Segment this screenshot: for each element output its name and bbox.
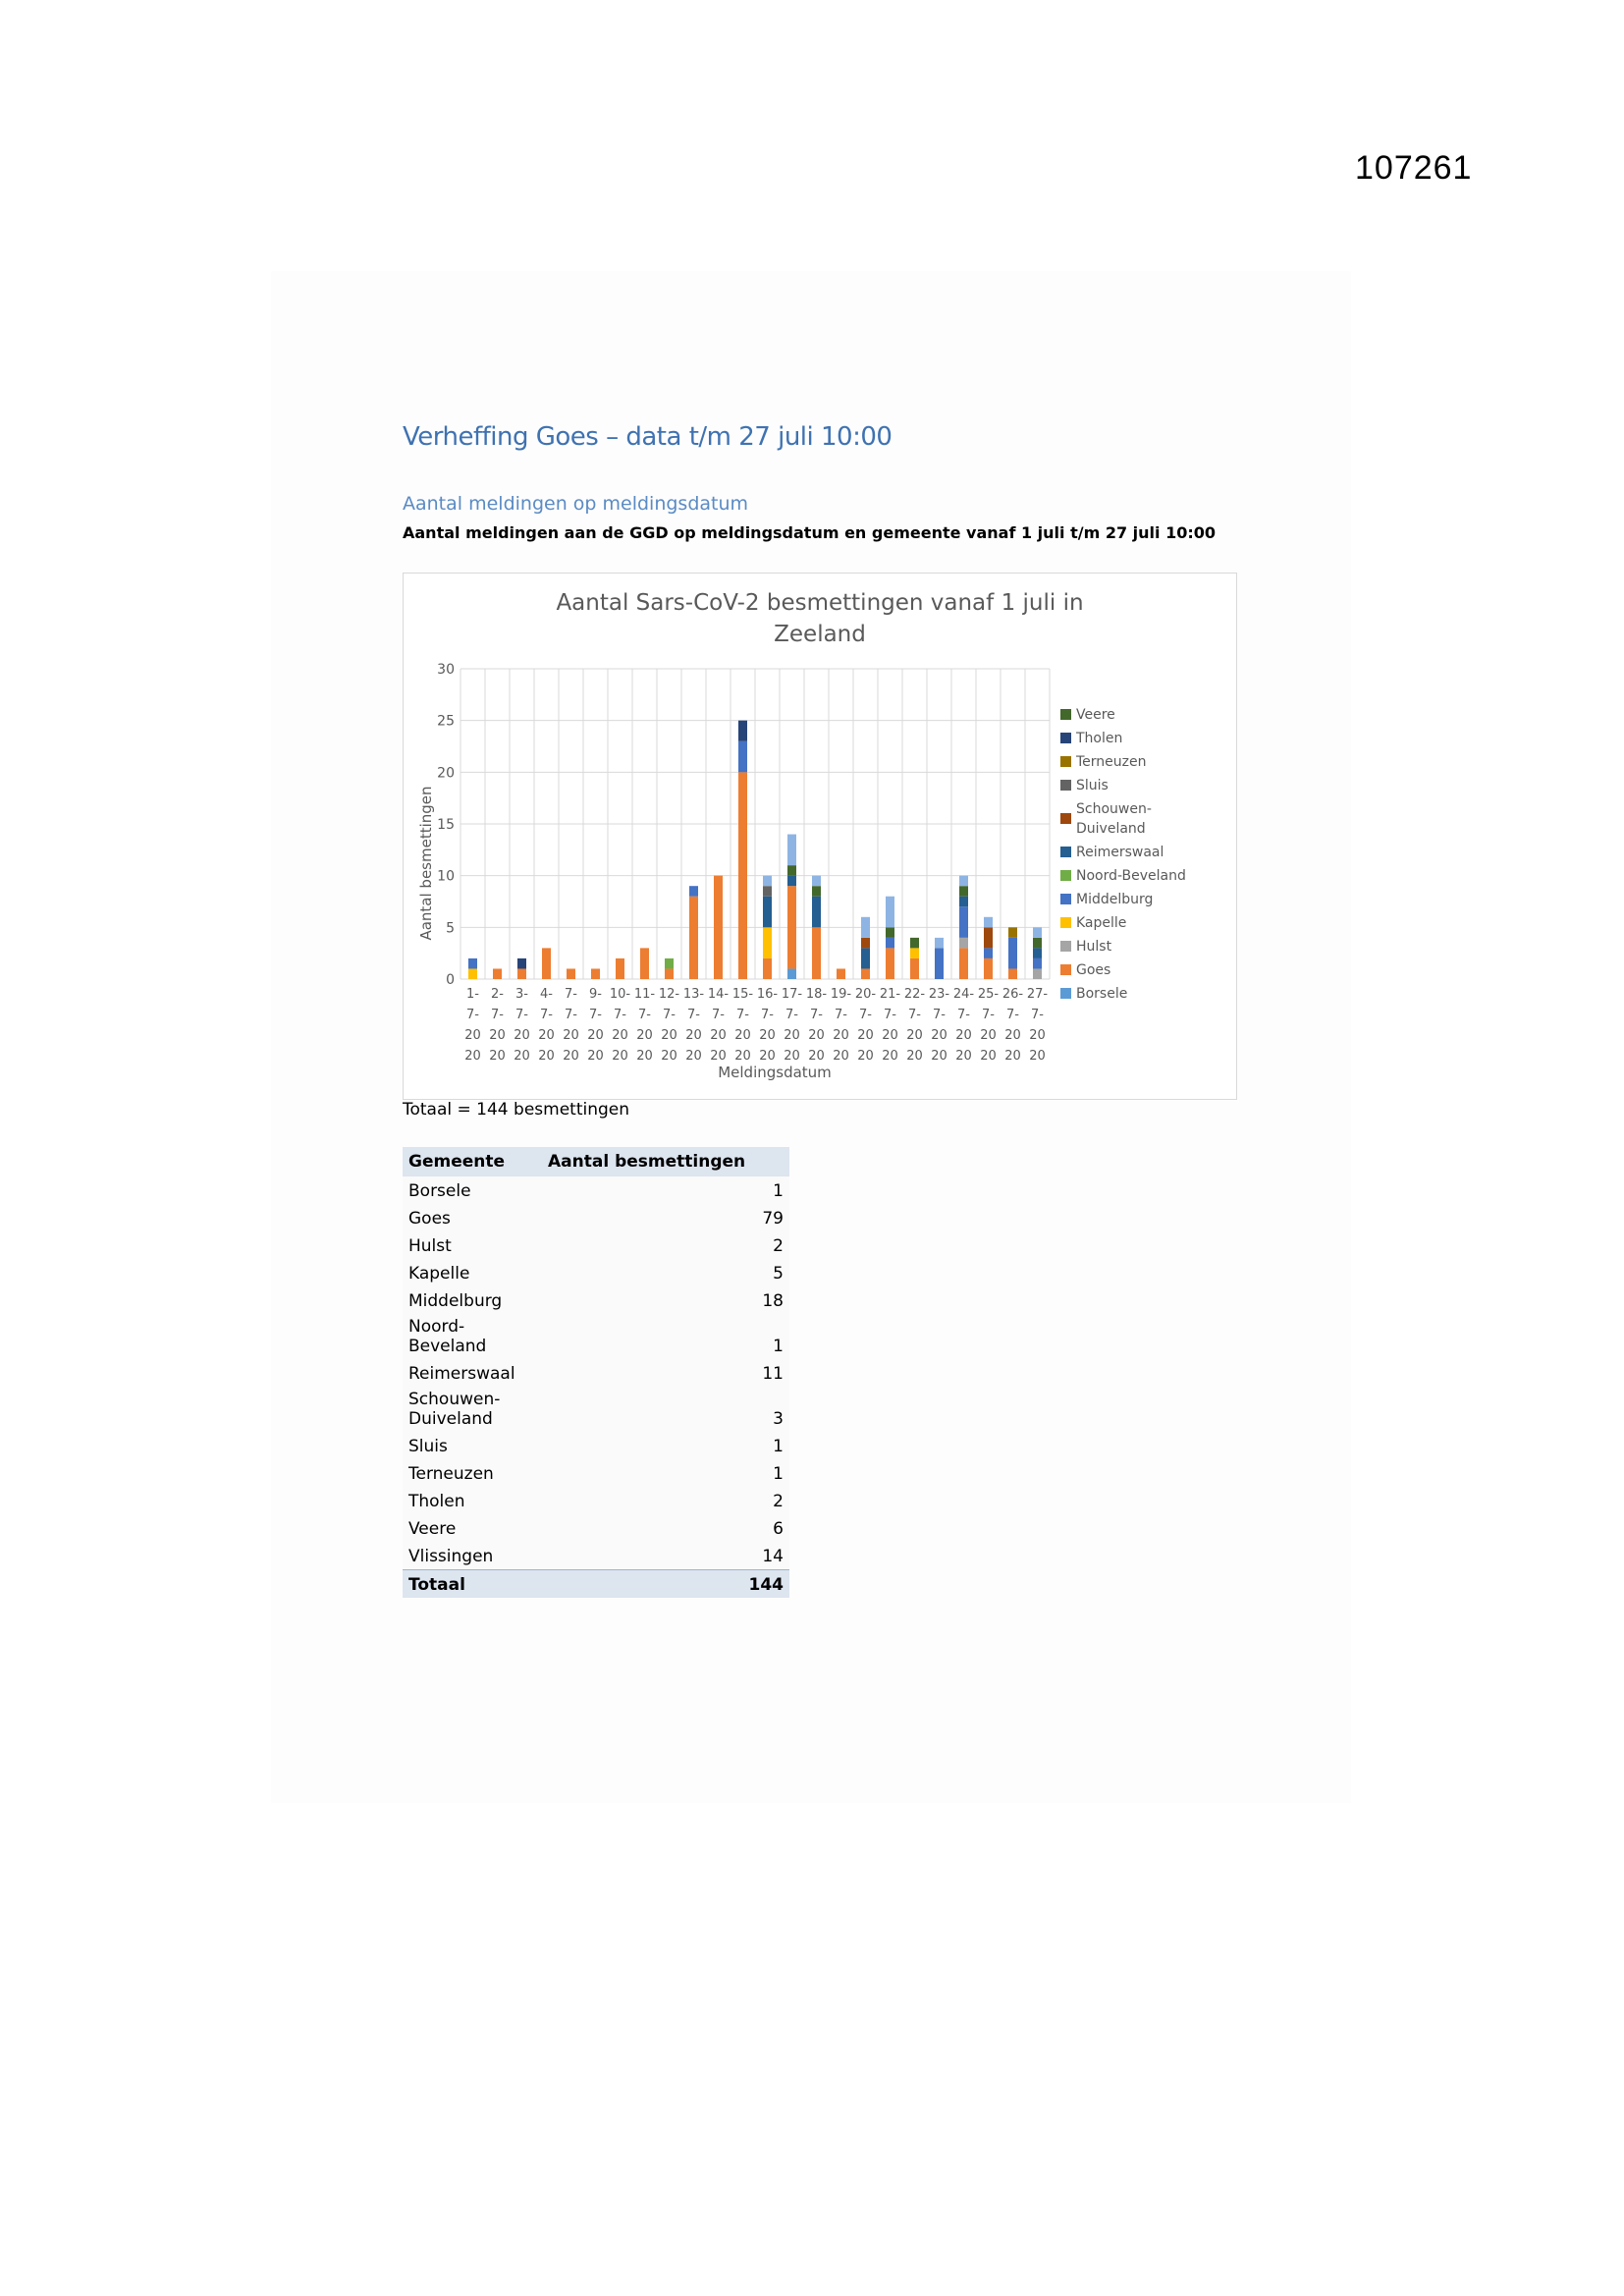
x-tick-label: 7- (884, 1008, 896, 1022)
x-tick-label: 2- (491, 987, 504, 1002)
x-tick-label: 20 (489, 1049, 506, 1064)
x-tick-label: 20 (784, 1049, 800, 1064)
x-tick-label: 14- (707, 987, 730, 1002)
municipality-table (403, 1147, 789, 1598)
table-row (403, 1259, 789, 1286)
municipality-name: Kapelle (403, 1259, 542, 1286)
table-header-row (403, 1147, 789, 1176)
x-tick-label: 20 (489, 1028, 506, 1043)
legend-label: Hulst (1076, 939, 1112, 955)
x-tick-label: 20 (661, 1028, 677, 1043)
x-tick-label: 7- (1006, 1008, 1019, 1022)
x-tick-label: 20 (514, 1049, 530, 1064)
municipality-name: Borsele (403, 1176, 542, 1204)
municipality-name: Veere (403, 1514, 542, 1542)
bar-segment (959, 886, 968, 897)
document-number: 107261 (1355, 149, 1473, 187)
x-tick-label: 20 (612, 1049, 628, 1064)
bar-segment (763, 886, 772, 897)
table-row (403, 1359, 789, 1387)
bar-segment (861, 948, 870, 968)
bar-segment (468, 958, 477, 969)
x-tick-label: 7- (785, 1008, 798, 1022)
bar-segment (959, 876, 968, 887)
municipality-name: Schouwen-Duiveland (403, 1387, 542, 1432)
legend-label: Schouwen- (1076, 801, 1152, 817)
x-tick-label: 20 (882, 1049, 898, 1064)
legend-swatch (1060, 964, 1071, 975)
legend-swatch (1060, 988, 1071, 999)
x-tick-label: 20 (636, 1049, 653, 1064)
x-tick-label: 7- (614, 1008, 626, 1022)
bar-segment (787, 876, 796, 887)
section-heading: Aantal meldingen op meldingsdatum (403, 493, 749, 515)
x-tick-label: 7- (908, 1008, 921, 1022)
table-row (403, 1204, 789, 1231)
bar-segment (763, 958, 772, 979)
bar-segment (689, 897, 698, 979)
x-tick-label: 20 (980, 1049, 997, 1064)
chart-caption: Aantal meldingen aan de GGD op meldingsdatum en gemeente vanaf 1 juli t/m 27 juli 10:00 (403, 523, 1217, 542)
x-tick-label: 7- (491, 1008, 504, 1022)
bar-segment (493, 968, 502, 979)
chart-title-line: Aantal Sars-CoV-2 besmettingen vanaf 1 juli in (556, 590, 1084, 616)
legend-label: Terneuzen (1076, 754, 1147, 770)
infection-count: 1 (542, 1459, 789, 1487)
bar-segment (1008, 968, 1017, 979)
legend-label: Sluis (1076, 778, 1109, 793)
bar-segment (812, 927, 821, 979)
x-tick-label: 7- (859, 1008, 872, 1022)
bar-segment (959, 906, 968, 938)
x-tick-label: 7- (663, 1008, 676, 1022)
bar-segment (1033, 948, 1042, 958)
bar-segment (910, 938, 919, 949)
x-tick-label: 20 (734, 1049, 751, 1064)
x-tick-label: 27- (1026, 987, 1049, 1002)
legend-swatch (1060, 870, 1071, 881)
x-tick-label: 7- (810, 1008, 823, 1022)
municipality-name: Terneuzen (403, 1459, 542, 1487)
municipality-name: Middelburg (403, 1286, 542, 1314)
x-tick-label: 7- (638, 1008, 651, 1022)
bar-segment (812, 876, 821, 887)
legend-swatch (1060, 847, 1071, 857)
x-tick-label: 20 (685, 1028, 702, 1043)
bar-segment (542, 948, 551, 979)
x-tick-label: 23- (928, 987, 950, 1002)
infection-count: 3 (542, 1387, 789, 1432)
x-tick-label: 20 (1029, 1028, 1046, 1043)
bar-segment (1033, 938, 1042, 949)
bar-segment (886, 897, 894, 928)
infection-count: 18 (542, 1286, 789, 1314)
bar-segment (665, 958, 674, 969)
bar-segment (861, 968, 870, 979)
bar-segment (984, 958, 993, 979)
x-tick-label: 15- (731, 987, 754, 1002)
stacked-bar-chart (404, 574, 1236, 1099)
x-tick-label: 13- (682, 987, 705, 1002)
bar-segment (959, 938, 968, 949)
x-tick-label: 20 (636, 1028, 653, 1043)
x-tick-label: 20 (710, 1028, 727, 1043)
bar-segment (567, 968, 575, 979)
table-row (403, 1231, 789, 1259)
infection-count: 14 (542, 1542, 789, 1570)
x-tick-label: 4- (540, 987, 553, 1002)
x-tick-label: 20 (931, 1028, 947, 1043)
table-body (403, 1176, 789, 1598)
bar-segment (738, 721, 747, 741)
x-axis-title: Meldingsdatum (718, 1064, 832, 1081)
bar-segment (738, 741, 747, 773)
x-tick-label: 26- (1001, 987, 1024, 1002)
x-tick-label: 20 (1029, 1049, 1046, 1064)
y-tick-label: 30 (437, 662, 455, 678)
total-line: Totaal = 144 besmettingen (403, 1100, 630, 1120)
x-tick-label: 7- (933, 1008, 946, 1022)
bar-segment (984, 948, 993, 958)
x-tick-label: 20 (685, 1049, 702, 1064)
bar-segment (787, 886, 796, 968)
legend-label: Reimerswaal (1076, 845, 1164, 860)
bar-segment (812, 886, 821, 897)
municipality-name: Noord-Beveland (403, 1314, 542, 1359)
bar-segment (886, 948, 894, 979)
table-row (403, 1314, 789, 1359)
x-tick-label: 20 (759, 1049, 776, 1064)
bar-segment (959, 948, 968, 979)
bar-segment (738, 772, 747, 979)
bar-segment (1033, 927, 1042, 938)
x-tick-label: 3- (515, 987, 528, 1002)
x-tick-label: 20 (808, 1028, 825, 1043)
bar-segment (787, 835, 796, 866)
x-tick-label: 7- (565, 987, 577, 1002)
x-tick-label: 20 (857, 1049, 874, 1064)
bar-segment (517, 968, 526, 979)
bar-segment (886, 927, 894, 938)
x-tick-label: 1- (466, 987, 479, 1002)
legend-swatch (1060, 894, 1071, 904)
bar-segment (517, 958, 526, 969)
bar-segment (886, 938, 894, 949)
legend-swatch (1060, 780, 1071, 791)
x-tick-label: 25- (977, 987, 1000, 1002)
x-tick-label: 7- (712, 1008, 725, 1022)
y-axis-title: Aantal besmettingen (417, 786, 435, 941)
x-tick-label: 20 (833, 1049, 849, 1064)
bar-segment (910, 958, 919, 979)
x-tick-label: 18- (805, 987, 828, 1002)
x-tick-label: 20 (759, 1028, 776, 1043)
y-tick-label: 20 (437, 765, 455, 782)
x-tick-label: 19- (830, 987, 852, 1002)
infection-count: 79 (542, 1204, 789, 1231)
bar-segment (861, 938, 870, 949)
bar-segment (935, 938, 944, 949)
bar-segment (1008, 927, 1017, 938)
table-row (403, 1176, 789, 1204)
x-tick-label: 20 (612, 1028, 628, 1043)
x-tick-label: 20 (808, 1049, 825, 1064)
y-tick-label: 15 (437, 817, 455, 833)
x-tick-label: 20 (906, 1049, 923, 1064)
y-tick-label: 0 (446, 972, 455, 988)
bar-segment (910, 948, 919, 958)
legend-label: Borsele (1076, 986, 1128, 1002)
table-row (403, 1514, 789, 1542)
x-tick-label: 20 (980, 1028, 997, 1043)
x-tick-label: 20 (1004, 1049, 1021, 1064)
table-row (403, 1387, 789, 1432)
x-tick-label: 9- (589, 987, 602, 1002)
x-tick-label: 20 (563, 1049, 579, 1064)
bar-segment (812, 897, 821, 928)
x-tick-label: 20 (833, 1028, 849, 1043)
x-tick-label: 21- (879, 987, 901, 1002)
x-tick-label: 24- (952, 987, 975, 1002)
x-tick-label: 7- (1031, 1008, 1044, 1022)
municipality-name: Sluis (403, 1432, 542, 1459)
x-tick-label: 7- (565, 1008, 577, 1022)
x-tick-label: 20 (906, 1028, 923, 1043)
infection-count: 1 (542, 1176, 789, 1204)
legend-label: Middelburg (1076, 892, 1154, 907)
x-tick-label: 7- (687, 1008, 700, 1022)
x-tick-label: 7- (466, 1008, 479, 1022)
bar-segment (468, 968, 477, 979)
x-tick-label: 20 (514, 1028, 530, 1043)
x-tick-label: 16- (756, 987, 779, 1002)
table-total-row (403, 1570, 789, 1599)
municipality-name: Reimerswaal (403, 1359, 542, 1387)
bar-segment (591, 968, 600, 979)
page-title: Verheffing Goes – data t/m 27 juli 10:00 (403, 422, 893, 452)
legend-swatch (1060, 709, 1071, 720)
infection-count: 1 (542, 1314, 789, 1359)
bar-segment (763, 897, 772, 928)
x-tick-label: 20 (587, 1028, 604, 1043)
bar-segment (1033, 958, 1042, 969)
x-tick-label: 7- (589, 1008, 602, 1022)
infection-count: 5 (542, 1259, 789, 1286)
x-tick-label: 20 (931, 1049, 947, 1064)
x-tick-label: 10- (609, 987, 631, 1002)
x-tick-label: 20 (955, 1028, 972, 1043)
bar-segment (935, 948, 944, 979)
legend-label: Noord-Beveland (1076, 868, 1186, 884)
x-tick-label: 7- (761, 1008, 774, 1022)
x-tick-label: 20- (854, 987, 877, 1002)
x-tick-label: 20 (563, 1028, 579, 1043)
bar-segment (959, 897, 968, 907)
municipality-name: Tholen (403, 1487, 542, 1514)
bar-segment (763, 927, 772, 958)
legend-swatch (1060, 756, 1071, 767)
bar-segment (984, 917, 993, 928)
legend-label: Duiveland (1076, 821, 1146, 837)
table-row (403, 1432, 789, 1459)
x-tick-label: 20 (784, 1028, 800, 1043)
x-tick-label: 20 (882, 1028, 898, 1043)
legend-label: Veere (1076, 707, 1115, 723)
bar-segment (861, 917, 870, 938)
legend-label: Kapelle (1076, 915, 1127, 931)
legend-swatch (1060, 813, 1071, 824)
infection-count: 6 (542, 1514, 789, 1542)
y-tick-label: 10 (437, 868, 455, 885)
chart-container (403, 573, 1237, 1100)
legend-label: Goes (1076, 962, 1111, 978)
bar-segment (1033, 968, 1042, 979)
x-tick-label: 20 (1004, 1028, 1021, 1043)
x-tick-label: 20 (857, 1028, 874, 1043)
header-aantal: Aantal besmettingen (542, 1147, 789, 1176)
legend-swatch (1060, 733, 1071, 743)
x-tick-label: 12- (658, 987, 680, 1002)
total-value: 144 (542, 1570, 789, 1599)
total-label: Totaal (403, 1570, 542, 1599)
x-tick-label: 20 (734, 1028, 751, 1043)
x-tick-label: 7- (736, 1008, 749, 1022)
infection-count: 2 (542, 1487, 789, 1514)
infection-count: 1 (542, 1432, 789, 1459)
x-tick-label: 20 (710, 1049, 727, 1064)
table-row (403, 1459, 789, 1487)
table-row (403, 1542, 789, 1570)
y-tick-label: 25 (437, 713, 455, 730)
bar-segment (984, 927, 993, 948)
y-tick-label: 5 (446, 920, 455, 937)
x-tick-label: 20 (464, 1028, 481, 1043)
bar-segment (689, 886, 698, 897)
bar-segment (665, 968, 674, 979)
table-row (403, 1286, 789, 1314)
legend-label: Tholen (1076, 731, 1123, 746)
x-tick-label: 20 (587, 1049, 604, 1064)
bar-segment (787, 968, 796, 979)
municipality-name: Goes (403, 1204, 542, 1231)
x-tick-label: 22- (903, 987, 926, 1002)
infection-count: 2 (542, 1231, 789, 1259)
x-tick-label: 11- (633, 987, 656, 1002)
bar-segment (616, 958, 624, 979)
x-tick-label: 7- (835, 1008, 847, 1022)
bar-segment (1008, 938, 1017, 969)
chart-title-line: Zeeland (774, 622, 866, 647)
x-tick-label: 20 (661, 1049, 677, 1064)
x-tick-label: 7- (540, 1008, 553, 1022)
x-tick-label: 20 (955, 1049, 972, 1064)
legend-swatch (1060, 917, 1071, 928)
x-tick-label: 20 (538, 1028, 555, 1043)
bar-segment (787, 865, 796, 876)
header-gemeente: Gemeente (403, 1147, 542, 1176)
bar-segment (714, 876, 723, 979)
municipality-name: Vlissingen (403, 1542, 542, 1570)
bar-segment (763, 876, 772, 887)
municipality-name: Hulst (403, 1231, 542, 1259)
infection-count: 11 (542, 1359, 789, 1387)
legend-swatch (1060, 941, 1071, 952)
bar-segment (837, 968, 845, 979)
x-tick-label: 20 (464, 1049, 481, 1064)
x-tick-label: 7- (982, 1008, 995, 1022)
table-row (403, 1487, 789, 1514)
bar-segment (640, 948, 649, 979)
x-tick-label: 7- (957, 1008, 970, 1022)
x-tick-label: 20 (538, 1049, 555, 1064)
x-tick-label: 7- (515, 1008, 528, 1022)
x-tick-label: 17- (781, 987, 803, 1002)
